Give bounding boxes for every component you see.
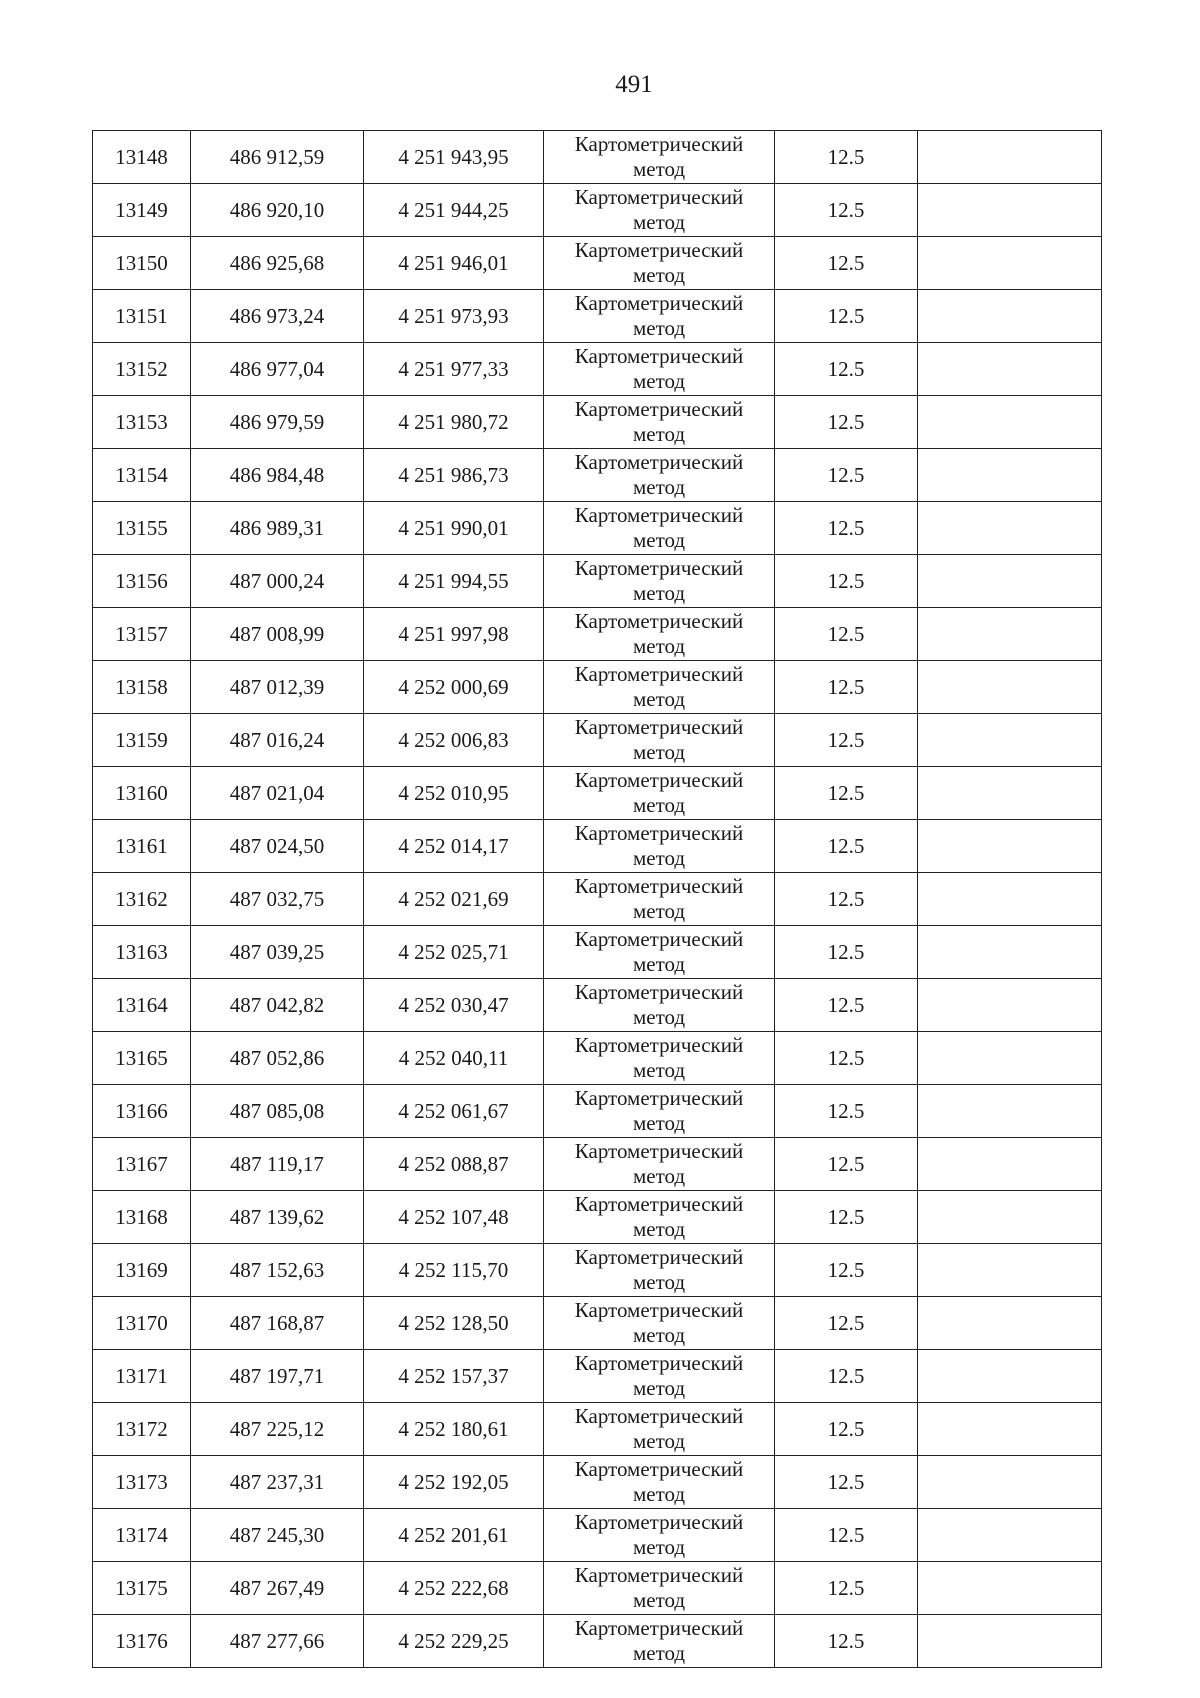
x-coordinate-cell: 487 000,24	[191, 555, 364, 608]
point-id-cell: 13170	[93, 1297, 191, 1350]
accuracy-cell: 12.5	[775, 873, 918, 926]
method-text-line2: метод	[632, 528, 686, 552]
method-cell	[544, 1191, 775, 1244]
accuracy-cell: 12.5	[775, 290, 918, 343]
method-cell	[544, 1350, 775, 1403]
method-cell	[544, 1615, 775, 1668]
empty-cell	[918, 343, 1102, 396]
point-id-cell: 13152	[93, 343, 191, 396]
method-text-line1: Картометрический	[574, 503, 744, 527]
method-cell	[544, 290, 775, 343]
point-id-cell: 13166	[93, 1085, 191, 1138]
method-cell	[544, 1562, 775, 1615]
point-id-cell: 13173	[93, 1456, 191, 1509]
empty-cell	[918, 1191, 1102, 1244]
method-cell	[544, 714, 775, 767]
y-coordinate-cell: 4 251 944,25	[364, 184, 544, 237]
table-row	[93, 661, 1102, 714]
accuracy-cell: 12.5	[775, 767, 918, 820]
table-row	[93, 1244, 1102, 1297]
table-row	[93, 1509, 1102, 1562]
method-text-line1: Картометрический	[574, 609, 744, 633]
y-coordinate-cell: 4 251 977,33	[364, 343, 544, 396]
table-row	[93, 608, 1102, 661]
point-id-cell: 13165	[93, 1032, 191, 1085]
y-coordinate-cell: 4 252 040,11	[364, 1032, 544, 1085]
method-cell	[544, 979, 775, 1032]
table-row	[93, 131, 1102, 184]
x-coordinate-cell: 487 016,24	[191, 714, 364, 767]
empty-cell	[918, 1085, 1102, 1138]
accuracy-cell: 12.5	[775, 661, 918, 714]
y-coordinate-cell: 4 252 229,25	[364, 1615, 544, 1668]
method-cell	[544, 555, 775, 608]
x-coordinate-cell: 487 245,30	[191, 1509, 364, 1562]
accuracy-cell: 12.5	[775, 396, 918, 449]
x-coordinate-cell: 487 052,86	[191, 1032, 364, 1085]
point-id-cell: 13167	[93, 1138, 191, 1191]
method-cell	[544, 343, 775, 396]
method-text-line1: Картометрический	[574, 556, 744, 580]
method-cell	[544, 926, 775, 979]
x-coordinate-cell: 487 024,50	[191, 820, 364, 873]
y-coordinate-cell: 4 252 025,71	[364, 926, 544, 979]
point-id-cell: 13164	[93, 979, 191, 1032]
method-cell	[544, 1297, 775, 1350]
accuracy-cell: 12.5	[775, 1138, 918, 1191]
point-id-cell: 13151	[93, 290, 191, 343]
method-text-line2: метод	[632, 740, 686, 764]
point-id-cell: 13174	[93, 1509, 191, 1562]
x-coordinate-cell: 487 168,87	[191, 1297, 364, 1350]
y-coordinate-cell: 4 252 107,48	[364, 1191, 544, 1244]
y-coordinate-cell: 4 251 973,93	[364, 290, 544, 343]
table-row	[93, 1191, 1102, 1244]
method-text-line2: метод	[632, 1588, 686, 1612]
method-text-line2: метод	[632, 1482, 686, 1506]
method-text-line1: Картометрический	[574, 1563, 744, 1587]
point-id-cell: 13149	[93, 184, 191, 237]
empty-cell	[918, 1456, 1102, 1509]
method-text-line2: метод	[632, 1111, 686, 1135]
point-id-cell: 13155	[93, 502, 191, 555]
accuracy-cell: 12.5	[775, 184, 918, 237]
point-id-cell: 13150	[93, 237, 191, 290]
table-row	[93, 396, 1102, 449]
method-text-line2: метод	[632, 846, 686, 870]
table-row	[93, 1562, 1102, 1615]
y-coordinate-cell: 4 251 946,01	[364, 237, 544, 290]
method-text-line2: метод	[632, 1005, 686, 1029]
method-text-line1: Картометрический	[574, 1192, 744, 1216]
y-coordinate-cell: 4 252 222,68	[364, 1562, 544, 1615]
accuracy-cell: 12.5	[775, 237, 918, 290]
table-row	[93, 1403, 1102, 1456]
table-row	[93, 873, 1102, 926]
method-text-line2: метод	[632, 1376, 686, 1400]
method-text-line2: метод	[632, 316, 686, 340]
y-coordinate-cell: 4 252 192,05	[364, 1456, 544, 1509]
accuracy-cell: 12.5	[775, 608, 918, 661]
accuracy-cell: 12.5	[775, 1562, 918, 1615]
coordinates-table-body	[93, 131, 1102, 1668]
method-text-line2: метод	[632, 1641, 686, 1665]
point-id-cell: 13168	[93, 1191, 191, 1244]
table-row	[93, 926, 1102, 979]
point-id-cell: 13159	[93, 714, 191, 767]
method-text-line1: Картометрический	[574, 1457, 744, 1481]
table-row	[93, 767, 1102, 820]
method-text-line1: Картометрический	[574, 397, 744, 421]
method-text-line2: метод	[632, 157, 686, 181]
coordinates-table	[92, 130, 1102, 1668]
y-coordinate-cell: 4 252 030,47	[364, 979, 544, 1032]
table-row	[93, 1032, 1102, 1085]
empty-cell	[918, 1403, 1102, 1456]
method-text-line1: Картометрический	[574, 1298, 744, 1322]
y-coordinate-cell: 4 252 010,95	[364, 767, 544, 820]
empty-cell	[918, 661, 1102, 714]
x-coordinate-cell: 486 973,24	[191, 290, 364, 343]
empty-cell	[918, 502, 1102, 555]
table-row	[93, 979, 1102, 1032]
point-id-cell: 13156	[93, 555, 191, 608]
y-coordinate-cell: 4 252 061,67	[364, 1085, 544, 1138]
method-cell	[544, 396, 775, 449]
x-coordinate-cell: 487 197,71	[191, 1350, 364, 1403]
method-text-line1: Картометрический	[574, 980, 744, 1004]
x-coordinate-cell: 487 119,17	[191, 1138, 364, 1191]
x-coordinate-cell: 486 925,68	[191, 237, 364, 290]
method-cell	[544, 1085, 775, 1138]
method-cell	[544, 1509, 775, 1562]
point-id-cell: 13148	[93, 131, 191, 184]
method-text-line2: метод	[632, 687, 686, 711]
point-id-cell: 13154	[93, 449, 191, 502]
table-row	[93, 237, 1102, 290]
method-text-line1: Картометрический	[574, 768, 744, 792]
x-coordinate-cell: 487 032,75	[191, 873, 364, 926]
x-coordinate-cell: 487 085,08	[191, 1085, 364, 1138]
empty-cell	[918, 1138, 1102, 1191]
y-coordinate-cell: 4 251 943,95	[364, 131, 544, 184]
method-text-line2: метод	[632, 210, 686, 234]
y-coordinate-cell: 4 251 980,72	[364, 396, 544, 449]
method-text-line2: метод	[632, 1535, 686, 1559]
y-coordinate-cell: 4 251 994,55	[364, 555, 544, 608]
method-cell	[544, 1138, 775, 1191]
y-coordinate-cell: 4 251 997,98	[364, 608, 544, 661]
y-coordinate-cell: 4 251 990,01	[364, 502, 544, 555]
point-id-cell: 13171	[93, 1350, 191, 1403]
method-text-line1: Картометрический	[574, 450, 744, 474]
accuracy-cell: 12.5	[775, 1615, 918, 1668]
x-coordinate-cell: 487 139,62	[191, 1191, 364, 1244]
point-id-cell: 13172	[93, 1403, 191, 1456]
point-id-cell: 13158	[93, 661, 191, 714]
x-coordinate-cell: 486 920,10	[191, 184, 364, 237]
method-cell	[544, 608, 775, 661]
table-row	[93, 343, 1102, 396]
empty-cell	[918, 1350, 1102, 1403]
empty-cell	[918, 184, 1102, 237]
accuracy-cell: 12.5	[775, 343, 918, 396]
method-cell	[544, 1032, 775, 1085]
method-text-line2: метод	[632, 422, 686, 446]
x-coordinate-cell: 486 979,59	[191, 396, 364, 449]
empty-cell	[918, 449, 1102, 502]
empty-cell	[918, 1244, 1102, 1297]
empty-cell	[918, 290, 1102, 343]
method-text-line2: метод	[632, 1429, 686, 1453]
accuracy-cell: 12.5	[775, 555, 918, 608]
method-text-line1: Картометрический	[574, 927, 744, 951]
point-id-cell: 13176	[93, 1615, 191, 1668]
empty-cell	[918, 396, 1102, 449]
x-coordinate-cell: 486 977,04	[191, 343, 364, 396]
method-text-line2: метод	[632, 581, 686, 605]
method-cell	[544, 184, 775, 237]
page-number: 491	[615, 71, 653, 98]
method-text-line1: Картометрический	[574, 238, 744, 262]
method-cell	[544, 449, 775, 502]
accuracy-cell: 12.5	[775, 1403, 918, 1456]
x-coordinate-cell: 486 989,31	[191, 502, 364, 555]
point-id-cell: 13162	[93, 873, 191, 926]
empty-cell	[918, 131, 1102, 184]
accuracy-cell: 12.5	[775, 131, 918, 184]
accuracy-cell: 12.5	[775, 1350, 918, 1403]
table-row	[93, 290, 1102, 343]
accuracy-cell: 12.5	[775, 502, 918, 555]
x-coordinate-cell: 487 008,99	[191, 608, 364, 661]
method-text-line1: Картометрический	[574, 1086, 744, 1110]
method-cell	[544, 131, 775, 184]
x-coordinate-cell: 487 267,49	[191, 1562, 364, 1615]
method-cell	[544, 1456, 775, 1509]
method-cell	[544, 820, 775, 873]
empty-cell	[918, 237, 1102, 290]
method-text-line2: метод	[632, 263, 686, 287]
empty-cell	[918, 1509, 1102, 1562]
empty-cell	[918, 714, 1102, 767]
x-coordinate-cell: 487 277,66	[191, 1615, 364, 1668]
method-text-line1: Картометрический	[574, 344, 744, 368]
method-text-line1: Картометрический	[574, 1510, 744, 1534]
accuracy-cell: 12.5	[775, 714, 918, 767]
method-cell	[544, 661, 775, 714]
accuracy-cell: 12.5	[775, 1297, 918, 1350]
method-text-line1: Картометрический	[574, 1139, 744, 1163]
accuracy-cell: 12.5	[775, 1509, 918, 1562]
accuracy-cell: 12.5	[775, 1456, 918, 1509]
method-text-line1: Картометрический	[574, 1616, 744, 1640]
y-coordinate-cell: 4 252 000,69	[364, 661, 544, 714]
empty-cell	[918, 1297, 1102, 1350]
x-coordinate-cell: 487 042,82	[191, 979, 364, 1032]
y-coordinate-cell: 4 251 986,73	[364, 449, 544, 502]
table-row	[93, 820, 1102, 873]
method-cell	[544, 873, 775, 926]
y-coordinate-cell: 4 252 021,69	[364, 873, 544, 926]
x-coordinate-cell: 486 984,48	[191, 449, 364, 502]
method-text-line1: Картометрический	[574, 821, 744, 845]
x-coordinate-cell: 487 021,04	[191, 767, 364, 820]
method-cell	[544, 502, 775, 555]
table-row	[93, 714, 1102, 767]
method-text-line2: метод	[632, 1270, 686, 1294]
empty-cell	[918, 820, 1102, 873]
y-coordinate-cell: 4 252 180,61	[364, 1403, 544, 1456]
y-coordinate-cell: 4 252 201,61	[364, 1509, 544, 1562]
point-id-cell: 13175	[93, 1562, 191, 1615]
method-cell	[544, 1244, 775, 1297]
accuracy-cell: 12.5	[775, 926, 918, 979]
y-coordinate-cell: 4 252 157,37	[364, 1350, 544, 1403]
point-id-cell: 13161	[93, 820, 191, 873]
x-coordinate-cell: 487 237,31	[191, 1456, 364, 1509]
table-row	[93, 1297, 1102, 1350]
accuracy-cell: 12.5	[775, 1085, 918, 1138]
method-text-line1: Картометрический	[574, 1245, 744, 1269]
y-coordinate-cell: 4 252 115,70	[364, 1244, 544, 1297]
accuracy-cell: 12.5	[775, 1244, 918, 1297]
point-id-cell: 13163	[93, 926, 191, 979]
accuracy-cell: 12.5	[775, 979, 918, 1032]
method-text-line1: Картометрический	[574, 185, 744, 209]
table-row	[93, 1456, 1102, 1509]
method-text-line2: метод	[632, 1323, 686, 1347]
accuracy-cell: 12.5	[775, 1032, 918, 1085]
table-row	[93, 555, 1102, 608]
y-coordinate-cell: 4 252 014,17	[364, 820, 544, 873]
x-coordinate-cell: 487 225,12	[191, 1403, 364, 1456]
method-text-line2: метод	[632, 793, 686, 817]
method-text-line2: метод	[632, 1217, 686, 1241]
method-text-line1: Картометрический	[574, 132, 744, 156]
point-id-cell: 13157	[93, 608, 191, 661]
x-coordinate-cell: 486 912,59	[191, 131, 364, 184]
empty-cell	[918, 608, 1102, 661]
method-cell	[544, 1403, 775, 1456]
point-id-cell: 13160	[93, 767, 191, 820]
table-row	[93, 1085, 1102, 1138]
table-row	[93, 1138, 1102, 1191]
method-text-line1: Картометрический	[574, 291, 744, 315]
point-id-cell: 13153	[93, 396, 191, 449]
empty-cell	[918, 1615, 1102, 1668]
method-text-line2: метод	[632, 475, 686, 499]
method-text-line2: метод	[632, 1164, 686, 1188]
empty-cell	[918, 555, 1102, 608]
method-text-line1: Картометрический	[574, 1404, 744, 1428]
empty-cell	[918, 767, 1102, 820]
method-text-line2: метод	[632, 1058, 686, 1082]
x-coordinate-cell: 487 152,63	[191, 1244, 364, 1297]
method-text-line1: Картометрический	[574, 1351, 744, 1375]
empty-cell	[918, 926, 1102, 979]
accuracy-cell: 12.5	[775, 1191, 918, 1244]
method-text-line2: метод	[632, 369, 686, 393]
empty-cell	[918, 873, 1102, 926]
point-id-cell: 13169	[93, 1244, 191, 1297]
y-coordinate-cell: 4 252 006,83	[364, 714, 544, 767]
method-text-line1: Картометрический	[574, 715, 744, 739]
method-text-line1: Картометрический	[574, 874, 744, 898]
empty-cell	[918, 1032, 1102, 1085]
x-coordinate-cell: 487 012,39	[191, 661, 364, 714]
y-coordinate-cell: 4 252 128,50	[364, 1297, 544, 1350]
table-row	[93, 184, 1102, 237]
accuracy-cell: 12.5	[775, 449, 918, 502]
method-cell	[544, 767, 775, 820]
empty-cell	[918, 979, 1102, 1032]
method-text-line2: метод	[632, 634, 686, 658]
table-row	[93, 502, 1102, 555]
table-row	[93, 1350, 1102, 1403]
accuracy-cell: 12.5	[775, 820, 918, 873]
table-row	[93, 449, 1102, 502]
method-text-line2: метод	[632, 952, 686, 976]
x-coordinate-cell: 487 039,25	[191, 926, 364, 979]
method-text-line1: Картометрический	[574, 1033, 744, 1057]
method-text-line2: метод	[632, 899, 686, 923]
table-row	[93, 1615, 1102, 1668]
y-coordinate-cell: 4 252 088,87	[364, 1138, 544, 1191]
method-text-line1: Картометрический	[574, 662, 744, 686]
empty-cell	[918, 1562, 1102, 1615]
method-cell	[544, 237, 775, 290]
